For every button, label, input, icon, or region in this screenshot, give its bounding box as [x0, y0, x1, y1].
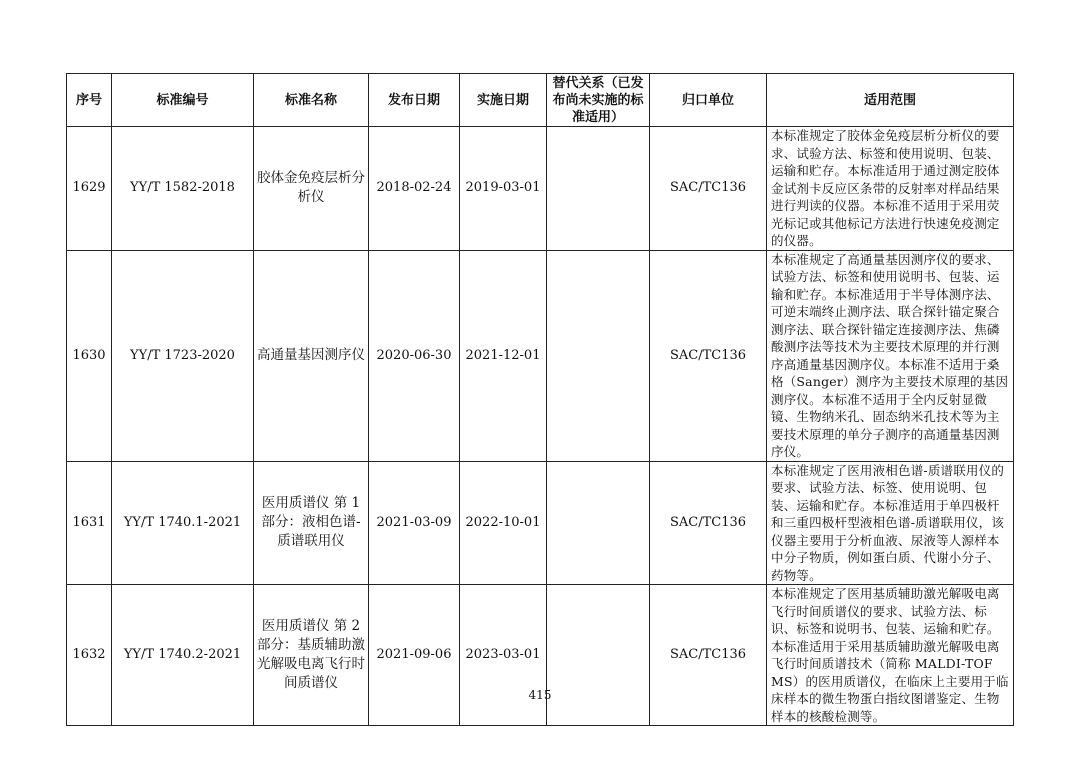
cell-code: YY/T 1582-2018: [112, 127, 254, 251]
cell-code: YY/T 1723-2020: [112, 250, 254, 461]
cell-name: 医用质谱仪 第 2 部分：基质辅助激光解吸电离飞行时间质谱仪: [254, 585, 369, 726]
header-code: 标准编号: [112, 74, 254, 127]
cell-publish-date: 2021-03-09: [369, 461, 460, 585]
cell-scope: 本标准规定了医用液相色谱-质谱联用仪的要求、试验方法、标签、使用说明、包装、运输和贮存。本标准适用于单四极杆和三重四极杆型液相色谱-质谱联用仪，该仪器主要用于分析血液、尿液等人源样本中分子物质，例如蛋白质、代谢小分子、药物等。: [767, 461, 1014, 585]
cell-unit: SAC/TC136: [650, 250, 767, 461]
header-publish-date: 发布日期: [369, 74, 460, 127]
cell-name: 医用质谱仪 第 1 部分：液相色谱-质谱联用仪: [254, 461, 369, 585]
cell-implement-date: 2019-03-01: [460, 127, 547, 251]
cell-seq: 1629: [67, 127, 112, 251]
header-implement-date: 实施日期: [460, 74, 547, 127]
cell-name: 胶体金免疫层析分析仪: [254, 127, 369, 251]
cell-replacement: [547, 250, 650, 461]
table-header-row: [67, 74, 1014, 127]
cell-implement-date: 2021-12-01: [460, 250, 547, 461]
header-seq: 序号: [67, 74, 112, 127]
standards-table: [66, 73, 1014, 726]
cell-scope: 本标准规定了胶体金免疫层析分析仪的要求、试验方法、标签和使用说明、包装、运输和贮存。本标准适用于通过测定胶体金试剂卡反应区条带的反射率对样品结果进行判读的仪器。本标准不适用于采用荧光标记或其他标记方法进行快速免疫测定的仪器。: [767, 127, 1014, 251]
cell-replacement: [547, 127, 650, 251]
cell-code: YY/T 1740.1-2021: [112, 461, 254, 585]
cell-scope: 本标准规定了高通量基因测序仪的要求、试验方法、标签和使用说明书、包装、运输和贮存。本标准适用于半导体测序法、可逆末端终止测序法、联合探针锚定聚合测序法、联合探针锚定连接测序法、焦磷酸测序法等技术为主要技术原理的并行测序高通量基因测序仪。本标准不适用于桑格（Sanger）测序为主要技术原理的基因测序仪。本标准不适用于全内反射显微镜、生物纳米孔、固态纳米孔技术等为主要技术原理的单分子测序的高通量基因测序仪。: [767, 250, 1014, 461]
cell-implement-date: 2023-03-01: [460, 585, 547, 726]
page-number: 415: [528, 688, 552, 702]
cell-seq: 1631: [67, 461, 112, 585]
cell-unit: SAC/TC136: [650, 127, 767, 251]
cell-code: YY/T 1740.2-2021: [112, 585, 254, 726]
header-name: 标准名称: [254, 74, 369, 127]
header-unit: 归口单位: [650, 74, 767, 127]
cell-name: 高通量基因测序仪: [254, 250, 369, 461]
cell-implement-date: 2022-10-01: [460, 461, 547, 585]
cell-publish-date: 2018-02-24: [369, 127, 460, 251]
table-row: [67, 585, 1014, 726]
cell-replacement: [547, 585, 650, 726]
header-replacement: 替代关系（已发布尚未实施的标准适用）: [547, 74, 650, 127]
cell-publish-date: 2020-06-30: [369, 250, 460, 461]
cell-scope: 本标准规定了医用基质辅助激光解吸电离飞行时间质谱仪的要求、试验方法、标识、标签和说明书、包装、运输和贮存。本标准适用于采用基质辅助激光解吸电离飞行时间质谱技术（简称 MALDI-TOF MS）的医用质谱仪，在临床上主要用于临床样本的微生物蛋白指纹图谱鉴定、生物样本的核酸检测等。: [767, 585, 1014, 726]
table-row: [67, 250, 1014, 461]
cell-replacement: [547, 461, 650, 585]
cell-unit: SAC/TC136: [650, 461, 767, 585]
header-scope: 适用范围: [767, 74, 1014, 127]
cell-seq: 1632: [67, 585, 112, 726]
table-row: [67, 127, 1014, 251]
cell-publish-date: 2021-09-06: [369, 585, 460, 726]
cell-seq: 1630: [67, 250, 112, 461]
table-row: [67, 461, 1014, 585]
cell-unit: SAC/TC136: [650, 585, 767, 726]
